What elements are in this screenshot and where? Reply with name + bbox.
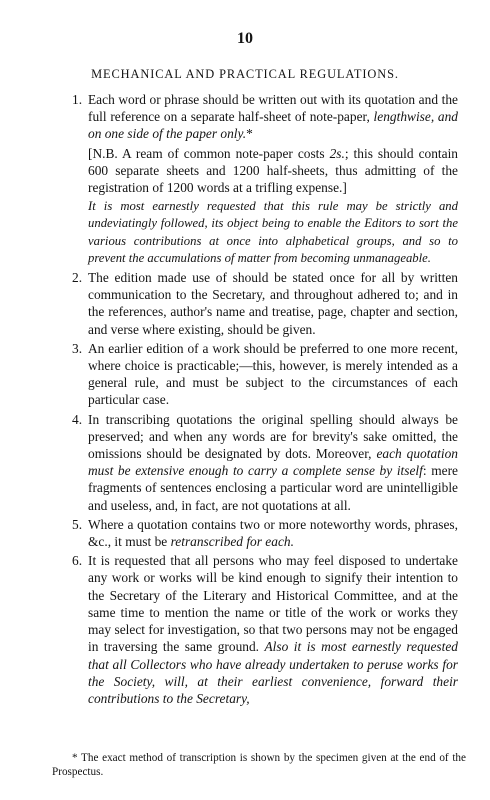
section-heading: MECHANICAL AND PRACTICAL REGULATIONS. xyxy=(91,67,399,81)
note-text: [N.B. A ream of common note-paper costs xyxy=(88,145,330,161)
note-italic: 2s. xyxy=(329,145,345,161)
regulation-number: 4. xyxy=(72,411,83,427)
regulation-text: It is requested that all persons who may feel disposed to undertake any work or works will be kind enough to signify their intention to the Secretary of the Literary and Historical Committee, and at the same time to mention the name or title of the work or works they may select for investigation, so that two persons may not be engaged in traversing the same ground. xyxy=(88,553,458,655)
note-text-end: ; this should contain 600 separate sheets and 1200 half-sheets, thus admitting of the registration of 1200 words at a trifling expense.] xyxy=(88,145,458,196)
page-number: 10 xyxy=(237,30,253,47)
regulation-5 xyxy=(72,516,458,550)
regulation-text: Each word or phrase should be written out with its quotation and the full reference on a separate half-sheet of note-paper, xyxy=(88,92,458,125)
regulation-italic: Also it is most earnestly requested that all Collectors who have already undertaken to peruse works for the Society, will, at their earliest convenience, forward their contributions to the Secretary, xyxy=(88,639,458,706)
regulation-number: 3. xyxy=(72,340,83,356)
regulation-italic: each quotation must be extensive enough to carry a complete sense by itself xyxy=(88,446,458,479)
footnote-marker: * xyxy=(246,126,253,142)
regulation-text: The edition made use of should be stated once for all by written communication to the Secretary, and throughout adhered to; and in the references, author's name and treatise, page, chapter and section, and verse where existing, should be given. xyxy=(88,270,458,337)
regulation-6 xyxy=(72,552,458,707)
regulation-text: An earlier edition of a work should be preferred to one more recent, where choice is practicable;—this, however, is merely intended as a general rule, and must be subject to the circumstances of each particular case. xyxy=(88,340,458,408)
regulations-body xyxy=(72,91,458,709)
emphasis-paragraph: It is most earnestly requested that this rule may be strictly and undeviatingly followed, its object being to enable the Editors to sort the various contributions at once into alphabetical groups, and so to prevent the accumulations of matter from becoming unmanageable. xyxy=(88,199,458,265)
regulation-2 xyxy=(72,269,458,338)
regulation-4 xyxy=(72,411,458,514)
nb-note xyxy=(72,145,458,197)
regulation-text-end: : mere fragments of sentences enclosing a particular word are unintelligible and useless, and, in fact, are not quotations at all. xyxy=(88,463,458,513)
regulation-number: 6. xyxy=(72,553,83,569)
regulation-number: 5. xyxy=(72,516,83,532)
regulation-number: 1. xyxy=(72,92,83,107)
regulation-italic: lengthwise, and on one side of the paper only. xyxy=(88,109,459,142)
regulation-3 xyxy=(72,340,458,409)
footnote: * The exact method of transcription is shown by the specimen given at the end of the Prospectus. xyxy=(52,752,466,778)
regulation-number: 2. xyxy=(72,270,83,286)
regulation-text: Where a quotation contains two or more noteworthy words, phrases, &c., it must be xyxy=(88,516,458,550)
regulation-italic: retranscribed for each. xyxy=(170,534,294,550)
regulation-text: In transcribing quotations the original spelling should always be preserved; and when any words are for brevity's sake omitted, the omissions should be designated by dots. Moreover, xyxy=(88,411,458,462)
regulation-1 xyxy=(72,91,458,143)
